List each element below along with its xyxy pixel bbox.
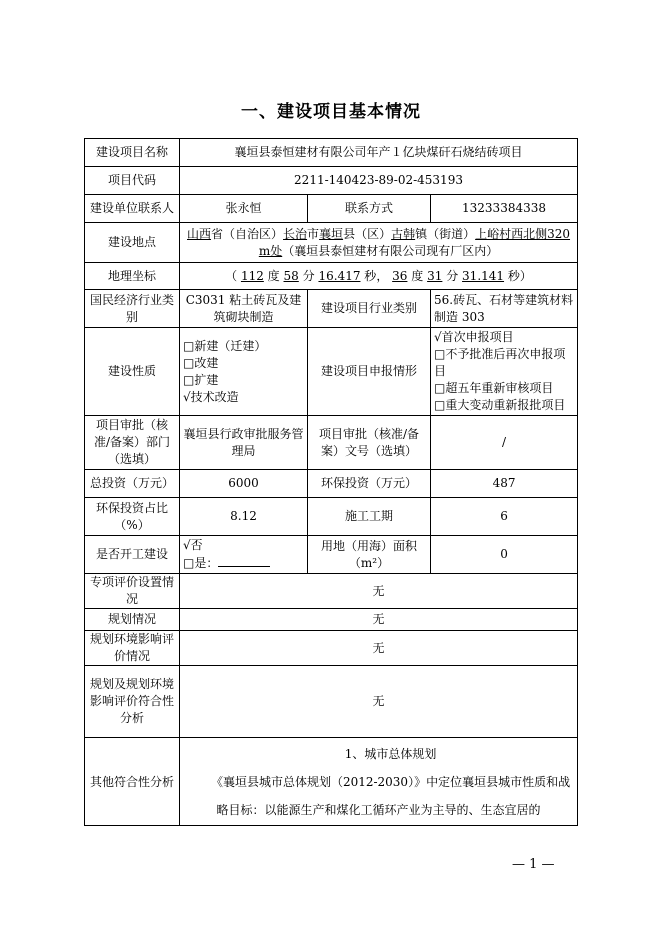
loc-town: 古韩	[391, 226, 416, 241]
coords-label: 地理坐标	[85, 263, 180, 290]
started-label: 是否开工建设	[85, 536, 180, 574]
phone-label: 联系方式	[308, 195, 431, 223]
project-code-value: 2211-140423-89-02-453193	[180, 167, 578, 195]
invest-value: 6000	[180, 470, 308, 498]
report-option-major-change: □重大变动重新报批项目	[434, 398, 566, 412]
phone-value: 13233384338	[431, 195, 578, 223]
loc-note: （襄垣县泰恒建材有限公司现有厂区内）	[282, 243, 499, 258]
report-options	[431, 328, 578, 416]
plan-conform-label: 规划及规划环境影响评价符合性分析	[85, 666, 180, 738]
other-analysis	[180, 738, 578, 826]
econ-label: 国民经济行业类别	[85, 290, 180, 328]
started-yes: □是：	[183, 556, 219, 570]
loc-province-suffix: 省（自治区）	[211, 226, 284, 241]
lng-min: 58	[283, 268, 299, 283]
plan-conform-value: 无	[180, 666, 578, 738]
plan-eia-label: 规划环境影响评价情况	[85, 631, 180, 666]
contact-value: 张永恒	[180, 195, 308, 223]
lng-sec: 16.417	[318, 268, 361, 283]
location-value	[180, 223, 578, 263]
started-yes-line	[183, 554, 304, 572]
project-code-label: 项目代码	[85, 167, 180, 195]
contact-label: 建设单位联系人	[85, 195, 180, 223]
unit-deg-1: 度	[267, 268, 280, 283]
project-info-table	[84, 138, 578, 826]
lng-deg: 112	[240, 268, 264, 283]
special-value: 无	[180, 574, 578, 609]
econ-value: C3031 粘土砖瓦及建筑砌块制造	[180, 290, 308, 328]
plan-value: 无	[180, 609, 578, 631]
loc-province: 山西	[187, 226, 212, 241]
coords-value: （ 112 度 58 分 16.417 秒， 36 度 31 分 31.141 秒）	[180, 263, 578, 290]
project-name-value: 襄垣县泰恒建材有限公司年产１亿块煤矸石烧结砖项目	[180, 139, 578, 167]
docno-value: /	[431, 416, 578, 470]
special-label: 专项评价设置情况	[85, 574, 180, 609]
page-title: 一、建设项目基本情况	[241, 102, 421, 122]
project-name-label: 建设项目名称	[85, 139, 180, 167]
nature-option-tech: √技术改造	[183, 389, 239, 404]
started-no: √否	[183, 538, 203, 552]
report-option-five-year: □超五年重新审核项目	[434, 381, 554, 395]
lat-sec: 31.141	[462, 268, 505, 283]
nature-label: 建设性质	[85, 328, 180, 416]
report-label: 建设项目申报情形	[308, 328, 431, 416]
nature-option-new: □新建（迁建）	[183, 338, 267, 353]
plan-label: 规划情况	[85, 609, 180, 631]
loc-city: 长治	[283, 226, 308, 241]
report-option-resubmit: □不予批准后再次申报项目	[434, 347, 566, 378]
lat-deg: 36	[392, 268, 408, 283]
env-invest-value: 487	[431, 470, 578, 498]
period-value: 6	[431, 498, 578, 536]
loc-city-suffix: 市	[307, 226, 320, 241]
ratio-value: 8.12	[180, 498, 308, 536]
loc-county: 襄垣	[319, 226, 344, 241]
env-invest-label: 环保投资（万元）	[308, 470, 431, 498]
ratio-label: 环保投资占比（%）	[85, 498, 180, 536]
unit-min-2: 分	[446, 268, 459, 283]
started-yes-blank	[218, 554, 270, 567]
invest-label: 总投资（万元）	[85, 470, 180, 498]
nature-option-expand: □扩建	[183, 372, 219, 387]
unit-deg-2: 度	[411, 268, 424, 283]
plan-eia-value: 无	[180, 631, 578, 666]
loc-detail: 上峪村西北侧320m处	[258, 226, 571, 258]
dept-label: 项目审批（核准/备案）部门（选填）	[85, 416, 180, 470]
report-option-first: √首次申报项目	[434, 330, 514, 344]
lat-min: 31	[427, 268, 443, 283]
started-options	[180, 536, 308, 574]
dept-value: 襄垣县行政审批服务管理局	[180, 416, 308, 470]
area-value: 0	[431, 536, 578, 574]
other-paragraph-2: 《襄垣县城市总体规划（2012-2030）》中定位襄垣县城市性质和战略目标：以能源生产和煤化工循环产业为主导的、生态宜居的	[210, 774, 571, 817]
unit-min-1: 分	[302, 268, 315, 283]
location-label: 建设地点	[85, 223, 180, 263]
nature-options	[180, 328, 308, 416]
industry-value: 56.砖瓦、石材等建筑材料制造 303	[431, 290, 578, 328]
area-label: 用地（用海）面积（m²）	[308, 536, 431, 574]
loc-county-suffix: 县（区）	[343, 226, 392, 241]
docno-label: 项目审批（核准/备案）文号（选填）	[308, 416, 431, 470]
unit-sec-1: 秒	[364, 268, 377, 283]
other-label: 其他符合性分析	[85, 738, 180, 826]
industry-label: 建设项目行业类别	[308, 290, 431, 328]
nature-option-rebuild: □改建	[183, 355, 219, 370]
loc-town-suffix: 镇（街道）	[415, 226, 476, 241]
period-label: 施工工期	[308, 498, 431, 536]
unit-sec-2: 秒	[507, 268, 520, 283]
page-number: — 1 —	[512, 857, 555, 872]
other-paragraph-1: 1、城市总体规划	[344, 746, 437, 761]
